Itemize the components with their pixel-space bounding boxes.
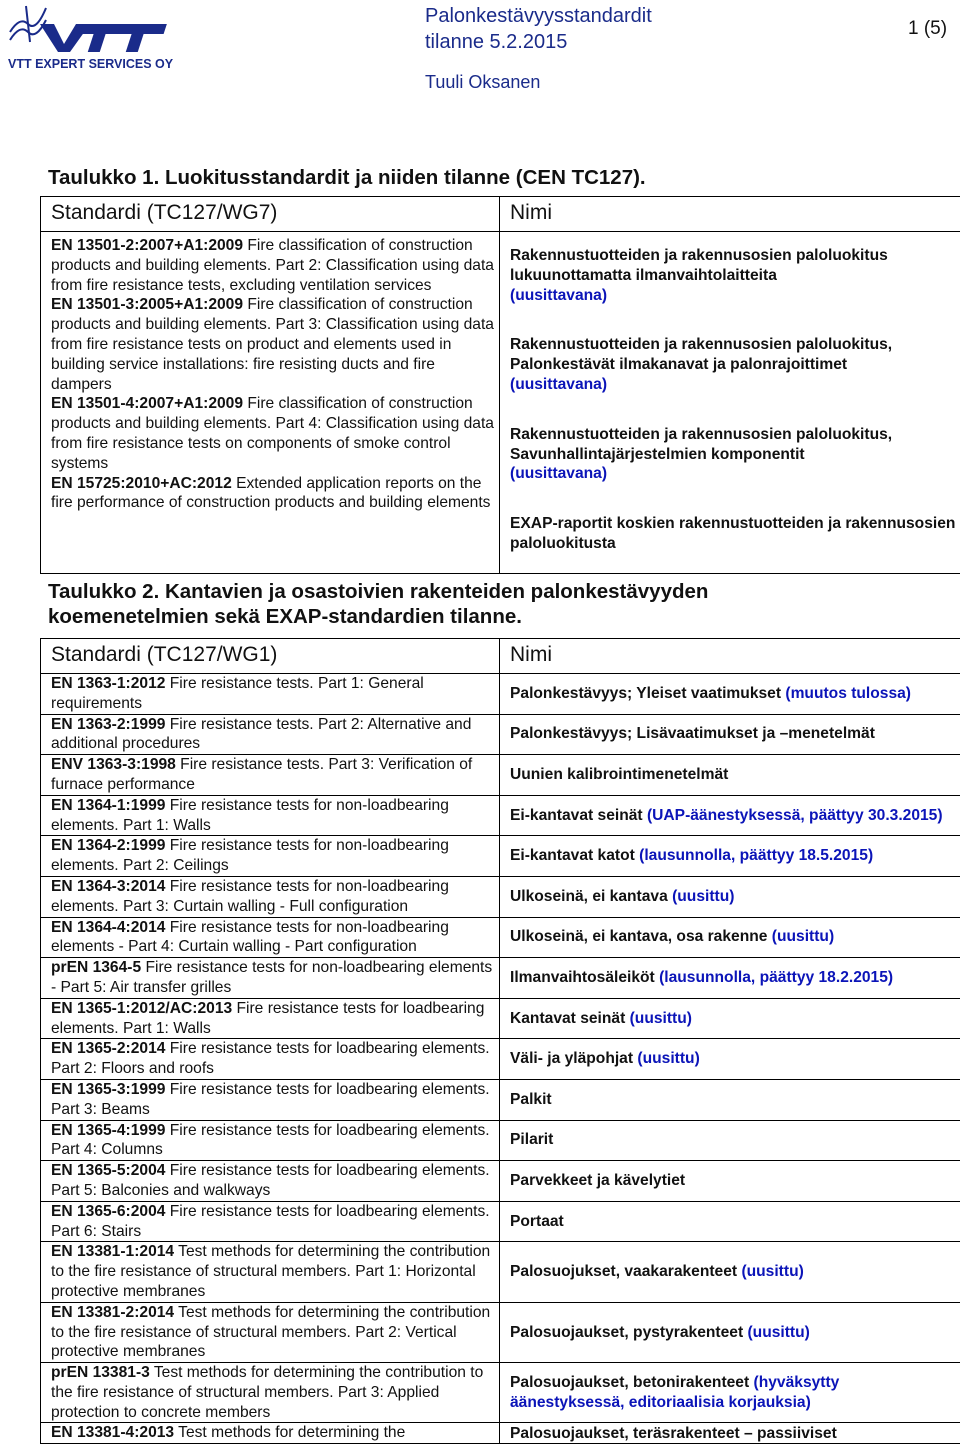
standard-code: EN 1364-4:2014	[51, 919, 165, 936]
finnish-name: Palonkestävyys; Yleiset vaatimukset	[510, 685, 781, 702]
standard-code: EN 1365-2:2014	[51, 1040, 165, 1057]
name-cell	[500, 1039, 960, 1080]
standard-code: ENV 1363-3:1998	[51, 756, 176, 773]
status-text: (uusittu)	[630, 1010, 692, 1027]
standard-cell	[41, 1242, 500, 1302]
standard-entry: EN 13501-4:2007+A1:2009 Fire classification of construction products and building elements. Part 4: Classification using data from fire resistance tests on components of smoke control systems	[51, 394, 495, 473]
finnish-name: Ei-kantavat seinät	[510, 807, 643, 824]
finnish-name: Väli- ja yläpohjat	[510, 1050, 633, 1067]
standard-title: Fire resistance tests. Part 1: General requirements	[51, 675, 424, 712]
finnish-name: Palosuojaukset, betonirakenteet	[510, 1374, 749, 1391]
standard-title: Fire resistance tests. Part 2: Alternative and additional procedures	[51, 716, 471, 753]
finnish-name: Uunien kalibrointimenetelmät	[510, 766, 728, 783]
classification-standards-table	[40, 196, 960, 574]
name-cell	[500, 1161, 960, 1202]
status-text: (hyväksytty äänestyksessä, editoriaalisia korjauksia)	[510, 1374, 839, 1411]
name-cell	[500, 1423, 960, 1444]
table-row	[41, 958, 960, 999]
standard-cell	[41, 795, 500, 836]
name-entry: Rakennustuotteiden ja rakennusosien paloluokitus lukuunottamatta ilmanvaihtolaitteita (uusittavana)	[510, 246, 956, 305]
name-cell	[500, 755, 960, 796]
standard-title: Fire resistance tests for loadbearing elements. Part 1: Walls	[51, 1000, 484, 1037]
standard-cell	[41, 1161, 500, 1202]
standard-cell	[41, 1120, 500, 1161]
standard-code: EN 1363-2:1999	[51, 716, 165, 733]
table-row	[41, 1039, 960, 1080]
standard-title: Fire resistance tests for non-loadbearing elements. Part 2: Ceilings	[51, 837, 449, 874]
table-row	[41, 755, 960, 796]
table-row	[41, 1423, 960, 1444]
standard-title: Fire resistance tests for non-loadbearing elements. Part 3: Curtain walling - Full configuration	[51, 878, 449, 915]
status-text: (muutos tulossa)	[785, 685, 911, 702]
standard-code: prEN 1364-5	[51, 959, 141, 976]
table2-caption: Taulukko 2. Kantavien ja osastoivien rakenteiden palonkestävyyden koemenetelmien sekä EXAP-standardien tilanne.	[48, 579, 708, 629]
standard-title: Fire resistance tests for loadbearing elements. Part 3: Beams	[51, 1081, 490, 1118]
name-cell	[500, 958, 960, 999]
document-date: tilanne 5.2.2015	[425, 30, 567, 54]
standard-code: EN 1364-3:2014	[51, 878, 165, 895]
standard-cell	[41, 1302, 500, 1362]
table-row	[41, 1120, 960, 1161]
standard-cell	[41, 876, 500, 917]
finnish-name: Ulkoseinä, ei kantava, osa rakenne	[510, 928, 767, 945]
logo-vtt-mark	[40, 24, 167, 52]
finnish-name: Ei-kantavat katot	[510, 847, 635, 864]
standard-title: Test methods for determining the	[174, 1424, 405, 1441]
finnish-name: Ulkoseinä, ei kantava	[510, 888, 668, 905]
standard-entry: EN 13501-2:2007+A1:2009 Fire classification of construction products and building elements. Part 2: Classification using data from fire resistance tests, excluding ventilation services	[51, 236, 495, 295]
standard-title: Test methods for determining the contribution to the fire resistance of structural members. Part 1: Horizontal protective membranes	[51, 1243, 490, 1300]
table-row	[41, 998, 960, 1039]
standard-code: prEN 13381-3	[51, 1364, 150, 1381]
standard-code: EN 1364-1:1999	[51, 797, 165, 814]
standard-entry: EN 13501-3:2005+A1:2009 Fire classification of construction products and building elements. Part 3: Classification using data from fire resistance tests on product and elements used in building service installations: fire resisting ducts and fire dampers	[51, 295, 495, 394]
fire-resistance-test-standards-table	[40, 638, 960, 1444]
standard-cell	[41, 836, 500, 877]
table1-header-standard: Standardi (TC127/WG7)	[41, 197, 500, 232]
name-cell	[500, 1079, 960, 1120]
name-cell	[500, 1363, 960, 1423]
standard-cell	[41, 1363, 500, 1423]
page-number: 1 (5)	[908, 18, 947, 40]
finnish-name: Palosuojaukset, pystyrakenteet	[510, 1324, 743, 1341]
name-entry: Rakennustuotteiden ja rakennusosien paloluokitus, Palonkestävät ilmakanavat ja palonrajoittimet (uusittavana)	[510, 335, 956, 394]
standard-title: Fire resistance tests for loadbearing elements. Part 6: Stairs	[51, 1203, 490, 1240]
table-row	[41, 1242, 960, 1302]
name-cell	[500, 674, 960, 715]
table-row	[41, 876, 960, 917]
standard-code: EN 1365-5:2004	[51, 1162, 165, 1179]
name-cell	[500, 1242, 960, 1302]
table1-header-name: Nimi	[500, 197, 960, 232]
finnish-name: Palosuojaukset, teräsrakenteet – passiiviset	[510, 1425, 837, 1442]
document-author: Tuuli Oksanen	[425, 70, 540, 94]
finnish-name: Kantavat seinät	[510, 1010, 625, 1027]
finnish-name: Ilmanvaihtosäleiköt	[510, 969, 655, 986]
table2-header-name: Nimi	[500, 639, 960, 674]
finnish-name: Portaat	[510, 1213, 564, 1230]
standard-code: EN 1365-6:2004	[51, 1203, 165, 1220]
status-text: (UAP-äänestyksessä, päättyy 30.3.2015)	[647, 807, 943, 824]
table-row	[41, 795, 960, 836]
standard-code: EN 1365-3:1999	[51, 1081, 165, 1098]
finnish-name: Pilarit	[510, 1131, 553, 1148]
table1-caption: Taulukko 1. Luokitusstandardit ja niiden tilanne (CEN TC127).	[48, 165, 646, 190]
standard-title: Fire resistance tests for loadbearing elements. Part 4: Columns	[51, 1122, 490, 1159]
standard-code: EN 1365-1:2012/AC:2013	[51, 1000, 232, 1017]
name-cell	[500, 1302, 960, 1362]
status-text: (uusittu)	[741, 1263, 803, 1280]
standard-cell	[41, 998, 500, 1039]
standard-cell	[41, 1039, 500, 1080]
status-text: (uusittu)	[672, 888, 734, 905]
logo-subtitle: VTT EXPERT SERVICES OY	[8, 57, 174, 70]
status-text: (lausunnolla, päättyy 18.5.2015)	[639, 847, 873, 864]
table1-names-cell	[500, 232, 960, 574]
name-entry: Rakennustuotteiden ja rakennusosien paloluokitus, Savunhallintajärjestelmien komponentit (uusittavana)	[510, 425, 956, 484]
table-row	[41, 714, 960, 755]
standard-cell	[41, 1201, 500, 1242]
status-text: (uusittu)	[747, 1324, 809, 1341]
finnish-name: Palonkestävyys; Lisävaatimukset ja –menetelmät	[510, 725, 875, 742]
standard-cell	[41, 1079, 500, 1120]
name-cell	[500, 714, 960, 755]
table2-header-standard: Standardi (TC127/WG1)	[41, 639, 500, 674]
standard-cell	[41, 1423, 500, 1444]
name-cell	[500, 917, 960, 958]
table1-standards-cell	[41, 232, 500, 574]
table-row	[41, 836, 960, 877]
name-cell	[500, 836, 960, 877]
table-row	[41, 1201, 960, 1242]
table-row	[41, 1161, 960, 1202]
standard-title: Fire resistance tests. Part 3: Verification of furnace performance	[51, 756, 472, 793]
standard-code: EN 13381-1:2014	[51, 1243, 174, 1260]
standard-title: Fire resistance tests for loadbearing elements. Part 2: Floors and roofs	[51, 1040, 490, 1077]
standard-title: Fire resistance tests for non-loadbearing elements - Part 4: Curtain walling - Part configuration	[51, 919, 449, 956]
name-cell	[500, 876, 960, 917]
name-cell	[500, 1120, 960, 1161]
status-text: (uusittavana)	[510, 287, 607, 304]
table-row	[41, 674, 960, 715]
finnish-name: Palkit	[510, 1091, 552, 1108]
finnish-name: Palosuojukset, vaakarakenteet	[510, 1263, 737, 1280]
standard-cell	[41, 958, 500, 999]
status-text: (uusittavana)	[510, 376, 607, 393]
finnish-name: Parvekkeet ja kävelytiet	[510, 1172, 685, 1189]
vtt-logo	[6, 2, 186, 70]
table-row	[41, 1079, 960, 1120]
name-cell	[500, 1201, 960, 1242]
status-text: (lausunnolla, päättyy 18.2.2015)	[659, 969, 893, 986]
standard-cell	[41, 755, 500, 796]
table-row	[41, 917, 960, 958]
status-text: (uusittavana)	[510, 465, 607, 482]
table-row	[41, 1363, 960, 1423]
standard-cell	[41, 674, 500, 715]
standard-code: EN 13381-2:2014	[51, 1304, 174, 1321]
document-title: Palonkestävyysstandardit	[425, 4, 652, 28]
name-entry: EXAP-raportit koskien rakennustuotteiden ja rakennusosien paloluokitusta	[510, 514, 956, 554]
name-cell	[500, 795, 960, 836]
status-text: (uusittu)	[772, 928, 834, 945]
standard-code: EN 13381-4:2013	[51, 1424, 174, 1441]
standard-code: EN 1363-1:2012	[51, 675, 165, 692]
table-row	[41, 1302, 960, 1362]
standard-title: Test methods for determining the contribution to the fire resistance of structural members. Part 3: Applied protection to concrete members	[51, 1364, 483, 1421]
standard-title: Fire resistance tests for non-loadbearing elements. Part 1: Walls	[51, 797, 449, 834]
standard-code: EN 1365-4:1999	[51, 1122, 165, 1139]
standard-title: Fire resistance tests for non-loadbearing elements - Part 5: Air transfer grilles	[51, 959, 492, 996]
standard-cell	[41, 714, 500, 755]
standard-cell	[41, 917, 500, 958]
status-text: (uusittu)	[637, 1050, 699, 1067]
standard-entry: EN 15725:2010+AC:2012 Extended application reports on the fire performance of construction products and building elements	[51, 474, 495, 514]
standard-code: EN 1364-2:1999	[51, 837, 165, 854]
standard-title: Test methods for determining the contribution to the fire resistance of structural members. Part 2: Vertical protective membranes	[51, 1304, 490, 1361]
standard-title: Fire resistance tests for loadbearing elements. Part 5: Balconies and walkways	[51, 1162, 490, 1199]
name-cell	[500, 998, 960, 1039]
